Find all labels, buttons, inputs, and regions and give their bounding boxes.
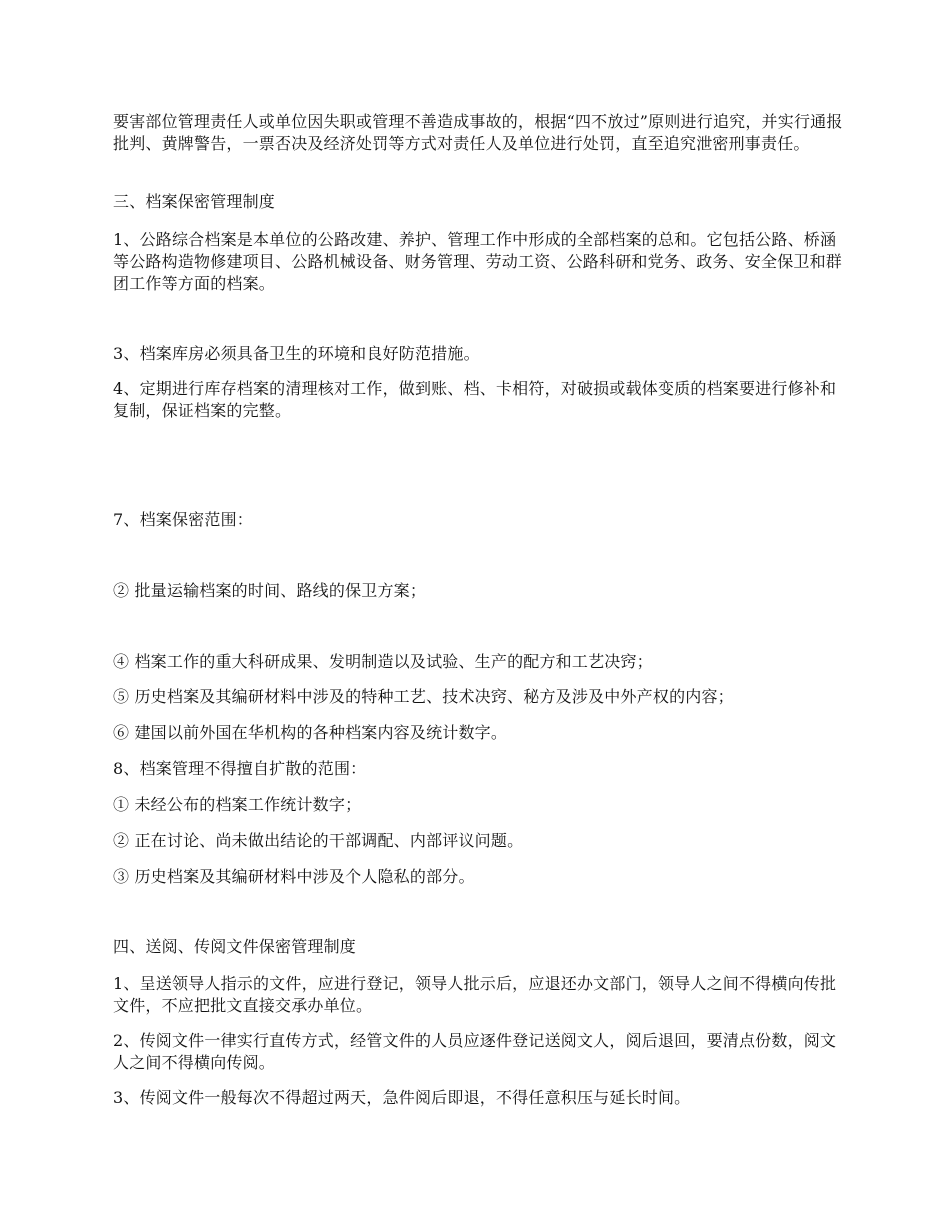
list-item-unpublished-stats: ① 未经公布的档案工作统计数字； — [113, 795, 362, 814]
list-item-historical-processes: ⑤ 历史档案及其编研材料中涉及的特种工艺、技术决窍、秘方及涉及中外产权的内容； — [113, 687, 734, 706]
paragraph-leader-documents: 1、呈送领导人指示的文件，应进行登记，领导人批示后，应退还办文部门，领导人之间不得横向传批文件，不应把批文直接交承办单位。 — [113, 974, 837, 1015]
list-item-personal-privacy: ③ 历史档案及其编研材料中涉及个人隐私的部分。 — [113, 867, 475, 886]
list-item-personnel-issues: ② 正在讨论、尚未做出结论的干部调配、内部评议问题。 — [113, 831, 524, 850]
paragraph-storage-environment: 3、档案库房必须具备卫生的环境和良好防范措施。 — [113, 344, 480, 363]
paragraph-inventory-check: 4、定期进行库存档案的清理核对工作，做到账、档、卡相符，对破损或载体变质的档案要进行修补和复制，保证档案的完整。 — [113, 379, 837, 420]
paragraph-archive-definition: 1、公路综合档案是本单位的公路改建、养护、管理工作中形成的全部档案的总和。它包括公路、桥涵等公路构造物修建项目、公路机械设备、财务管理、劳动工资、公路科研和党务、政务、安全保卫和群团工作等方面的档案。 — [113, 230, 843, 293]
paragraph-direct-circulation: 2、传阅文件一律实行直传方式，经管文件的人员应逐件登记送阅文人，阅后退回，要清点份数，阅文人之间不得横向传阅。 — [113, 1031, 837, 1072]
section-heading-document-circulation: 四、送阅、传阅文件保密管理制度 — [113, 937, 357, 956]
paragraph-circulation-time-limit: 3、传阅文件一般每次不得超过两天，急件阅后即退，不得任意积压与延长时间。 — [113, 1088, 691, 1107]
list-item-transport-plan: ② 批量运输档案的时间、路线的保卫方案； — [113, 581, 427, 600]
list-item-research-results: ④ 档案工作的重大科研成果、发明制造以及试验、生产的配方和工艺决窍； — [113, 652, 653, 671]
paragraph-no-spread-scope: 8、档案管理不得擅自扩散的范围： — [113, 759, 367, 778]
section-heading-archive-security: 三、档案保密管理制度 — [113, 192, 276, 211]
list-item-foreign-institutions: ⑥ 建国以前外国在华机构的各种档案内容及统计数字。 — [113, 723, 508, 742]
paragraph-security-scope: 7、档案保密范围： — [113, 510, 253, 529]
paragraph-accountability: 要害部位管理责任人或单位因失职或管理不善造成事故的，根据“四不放过”原则进行追究，并实行通报批判、黄牌警告，一票否决及经济处罚等方式对责任人及单位进行处罚，直至追究泄密刑事责任。 — [113, 112, 843, 153]
